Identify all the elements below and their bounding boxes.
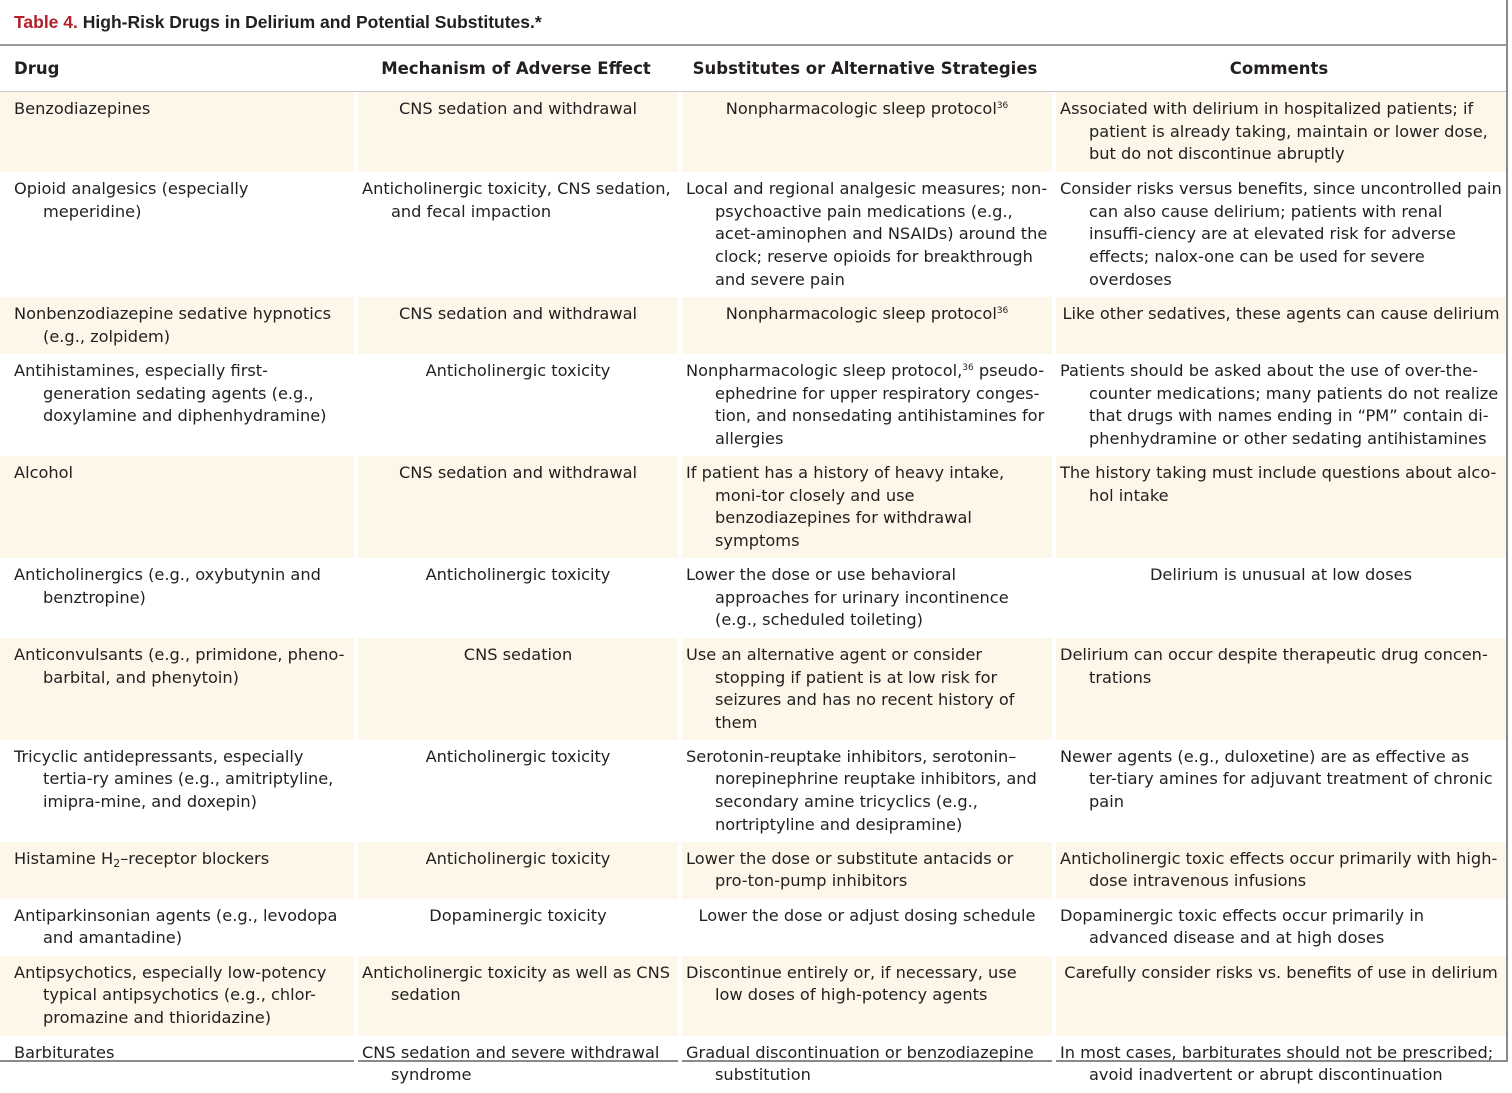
substitutes-cell: Gradual discontinuation or benzodiazepine substitution (686, 1042, 1034, 1085)
reference-superscript: 36 (962, 363, 974, 373)
column-header-substitutes: Substitutes or Alternative Strategies (678, 46, 1052, 92)
mechanism-cell: Anticholinergic toxicity (425, 746, 611, 766)
drug-cell: Anticonvulsants (e.g., primidone, pheno-barbital, and phenytoin) (14, 644, 345, 687)
table-row (0, 354, 1506, 456)
substitutes-cell: Serotonin-reuptake inhibitors, serotonin–norepinephrine reuptake inhibitors, and secondary amine tricyclics (e.g., nortriptyline and desipramine) (686, 746, 1037, 834)
substitutes-text: pseudo-ephedrine for upper respiratory conges-tion, and nonsedating antihistamines for allergies (715, 361, 1045, 449)
substitutes-cell: Lower the dose or substitute antacids or pro-ton-pump inhibitors (686, 848, 1014, 891)
mechanism-cell: Anticholinergic toxicity (425, 848, 611, 868)
drug-cell: Opioid analgesics (especially meperidine) (14, 179, 249, 221)
column-header-comments: Comments (1052, 46, 1506, 92)
comments-cell: Delirium is unusual at low doses (1149, 564, 1413, 584)
table-row (0, 956, 1506, 1036)
table-row (0, 297, 1506, 354)
drug-cell: Antihistamines, especially first-generation sedating agents (e.g., doxylamine and diphenhydramine) (14, 361, 327, 426)
mechanism-cell: Anticholinergic toxicity (425, 361, 611, 380)
drug-cell: Barbiturates (14, 1042, 115, 1062)
substitutes-cell (686, 98, 1048, 121)
mechanism-cell: Anticholinergic toxicity, CNS sedation, and fecal impaction (362, 179, 671, 221)
substitutes-text: Nonpharmacologic sleep protocol (725, 99, 997, 118)
reference-superscript: 36 (996, 306, 1009, 316)
mechanism-cell: Anticholinergic toxicity as well as CNS sedation (362, 962, 670, 1005)
comments-cell: Anticholinergic toxic effects occur primarily with high-dose intravenous infusions (1060, 848, 1498, 891)
drug-cell: Alcohol (14, 463, 74, 482)
column-header-mechanism: Mechanism of Adverse Effect (354, 46, 678, 92)
column-header-drug: Drug (0, 46, 354, 92)
drug-cell: Anticholinergics (e.g., oxybutynin and benztropine) (14, 564, 321, 607)
comments-cell: The history taking must include questions about alco-hol intake (1060, 463, 1497, 505)
substitutes-cell: Local and regional analgesic measures; non-psychoactive pain medications (e.g., acet-aminophen and NSAIDs) around the clock; reserve opioids for breakthrough and severe pain (686, 179, 1048, 289)
substitutes-text: Nonpharmacologic sleep protocol (725, 304, 997, 323)
substitutes-cell (686, 303, 1048, 326)
table-row (0, 899, 1506, 956)
mechanism-cell: CNS sedation and severe withdrawal syndrome (362, 1042, 660, 1085)
table-row (0, 558, 1506, 638)
comments-cell: In most cases, barbiturates should not be prescribed; avoid inadvertent or abrupt discontinuation (1060, 1042, 1494, 1085)
substitutes-cell: If patient has a history of heavy intake, moni-tor closely and use benzodiazepines for withdrawal symptoms (686, 463, 1005, 551)
substitutes-cell: Discontinue entirely or, if necessary, use low doses of high-potency agents (686, 962, 1017, 1005)
comments-cell: Carefully consider risks vs. benefits of use in delirium (1064, 962, 1498, 982)
mechanism-cell: Anticholinergic toxicity (425, 564, 611, 584)
substitutes-cell: Lower the dose or use behavioral approaches for urinary incontinence (e.g., scheduled toileting) (686, 564, 1009, 630)
drug-text: Histamine H (14, 848, 114, 868)
substitutes-cell: Lower the dose or adjust dosing schedule (698, 905, 1036, 925)
drug-table (0, 46, 1506, 1093)
drug-cell: Nonbenzodiazepine sedative hypnotics (e.g., zolpidem) (14, 304, 332, 346)
comments-cell: Delirium can occur despite therapeutic drug concen-trations (1060, 644, 1488, 687)
drug-cell: Tricyclic antidepressants, especially tertia-ry amines (e.g., amitriptyline, imipra-mine, and doxepin) (14, 746, 334, 812)
table-row (0, 740, 1506, 842)
substitutes-cell (686, 360, 1048, 451)
comments-cell: Patients should be asked about the use of over-the-counter medications; many patients do not realize that drugs with names ending in “PM” contain di-phenhydramine or other sedating antihistamines (1060, 361, 1499, 449)
table-number: Table 4. (14, 12, 78, 32)
reference-superscript: 36 (996, 101, 1009, 111)
comments-cell: Like other sedatives, these agents can cause delirium (1062, 304, 1500, 323)
comments-cell: Newer agents (e.g., duloxetine) are as effective as ter-tiary amines for adjuvant treatment of chronic pain (1060, 746, 1493, 812)
drug-text: –receptor blockers (120, 848, 270, 868)
substitutes-text: Nonpharmacologic sleep protocol, (686, 361, 963, 380)
comments-cell: Dopaminergic toxic effects occur primarily in advanced disease and at high doses (1060, 905, 1425, 948)
table-title: High-Risk Drugs in Delirium and Potential Substitutes.* (82, 12, 542, 32)
mechanism-cell: CNS sedation and withdrawal (398, 304, 638, 323)
header-row (0, 46, 1506, 92)
mechanism-cell: CNS sedation (463, 644, 573, 664)
drug-cell (14, 848, 350, 871)
drug-cell: Antipsychotics, especially low-potency typical antipsychotics (e.g., chlor-promazine and thioridazine) (14, 962, 327, 1028)
table-row (0, 1036, 1506, 1093)
drug-cell: Benzodiazepines (14, 99, 151, 118)
drug-cell: Antiparkinsonian agents (e.g., levodopa and amantadine) (14, 905, 338, 948)
mechanism-cell: CNS sedation and withdrawal (398, 463, 638, 482)
subscript: 2 (113, 856, 121, 870)
substitutes-cell: Use an alternative agent or consider stopping if patient is at low risk for seizures and has no recent history of them (686, 644, 1015, 732)
table-row (0, 92, 1506, 172)
mechanism-cell: Dopaminergic toxicity (429, 905, 607, 925)
table-row (0, 842, 1506, 899)
comments-cell: Consider risks versus benefits, since uncontrolled pain can also cause delirium; patients with renal insuffi-ciency are at elevated risk for adverse effects; nalox-one can be used for severe overdoses (1060, 179, 1502, 289)
mechanism-cell: CNS sedation and withdrawal (398, 99, 638, 118)
comments-cell: Associated with delirium in hospitalized patients; if patient is already taking, maintain or lower dose, but do not discontinue abruptly (1060, 99, 1488, 164)
table-row (0, 456, 1506, 558)
table-row (0, 638, 1506, 740)
table-row (0, 172, 1506, 297)
table-caption (0, 0, 1506, 46)
